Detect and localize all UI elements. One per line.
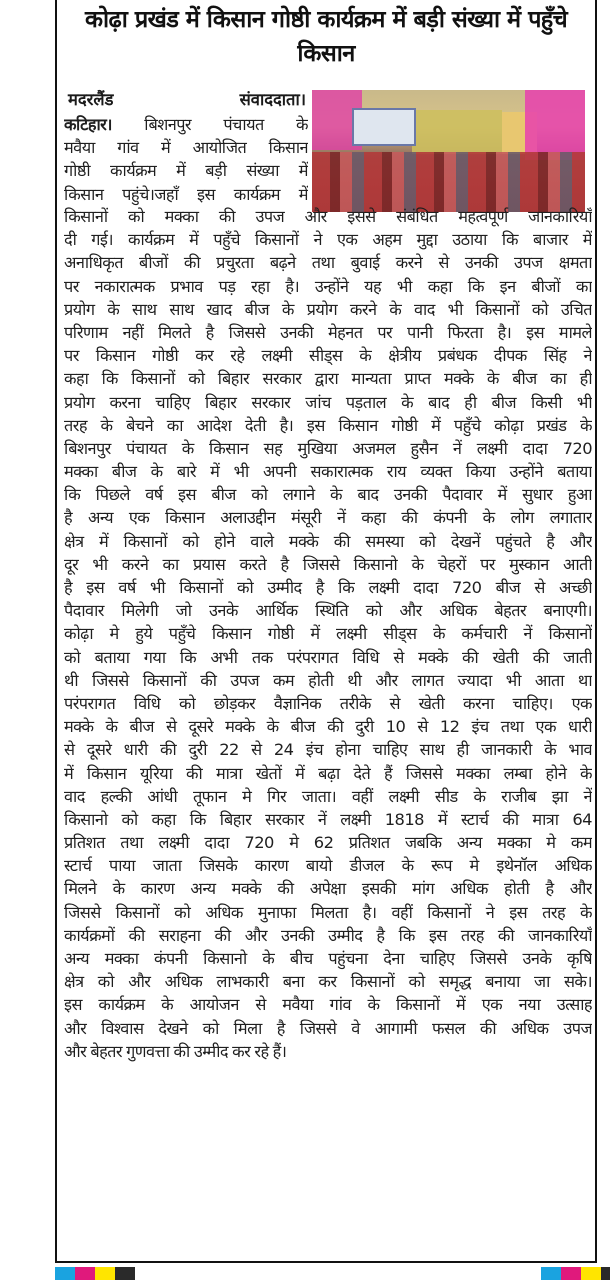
- body-line: में किसान यूरिया की मात्रा खेतों में बढ़ा देते हैं जिससे मक्का लम्बा होने के: [64, 763, 592, 783]
- body-line: प्रयोग के साथ साथ खाद बीज के प्रयोग करने के वाद भी किसानों को उचित: [64, 299, 592, 319]
- body-line: पर किसान गोष्ठी कर रहे लक्ष्मी सीड्स के क्षेत्रीय प्रबंधक दीपक सिंह ने: [64, 346, 592, 366]
- body-line: क्षेत्र को और अधिक लाभकारी बना कर किसानों को समृद्ध बनाया जा सके।: [64, 972, 592, 992]
- body-line: प्रयोग करना चाहिए बिहार सरकार जांच पड़ताल के बाद ही बीज किसी भी: [64, 392, 592, 412]
- body-line: मक्के के बीज से दूसरे मक्के के बीज की दुरी 10 से 12 इंच तथा एक धारी: [64, 717, 592, 737]
- body-line: अन्य मक्का कंपनी किसानो के बीच पहुंचना देना चाहिए जिससे उनके कृषि: [64, 949, 592, 968]
- registration-mark-yellow: [95, 1267, 115, 1280]
- lead-text: बिशनपुर पंचायत के: [144, 115, 308, 134]
- body-line: कहा कि किसानों को बिहार सरकार द्वारा मान्यता प्राप्त मक्के के बीज का ही: [64, 369, 592, 389]
- body-line: है इस वर्ष भी किसानों को उम्मीद है कि लक्ष्मी दादा 720 बीज से अच्छी: [64, 578, 592, 597]
- body-line: अनाधिकृत बीजों की प्रचुरता बढ़ने तथा बुवाई करने से उनकी उपज क्षमता: [64, 253, 592, 273]
- body-line: पैदावार मिलेगी जो उनके आर्थिक स्थिति को और अधिक बेहतर बनाएगी।: [64, 601, 592, 621]
- body-line: को बताया गया कि अभी तक परंपरागत विधि से मक्के की खेती की जाती: [64, 647, 592, 667]
- registration-mark-black: [115, 1267, 135, 1280]
- lead-line: मवैया गांव में आयोजित किसान: [64, 138, 308, 158]
- body-line: और विश्वास देखने को मिला है जिससे वे आगामी फसल की अधिक उपज: [64, 1018, 592, 1038]
- body-line: दूर भी करने का प्रयास करते है जिससे किसानो के चेहरों पर मुस्कान आती: [64, 554, 592, 574]
- article-lead: [64, 113, 308, 206]
- body-line: परिणाम नहीं मिलते है जिससे उनकी मेहनत पर पानी फिरता है। इस मामले: [64, 322, 592, 342]
- photo-stage: [412, 110, 502, 154]
- article-body: [64, 205, 592, 1063]
- registration-mark-cyan: [541, 1267, 561, 1280]
- body-line: कार्यक्रमों की सराहना की और उनकी उम्मीद है कि इस तरह की जानकारियाँ: [64, 925, 592, 945]
- body-line: है अन्य एक किसान अलाउद्दीन मंसूरी नें कहा की कंपनी के लोग लगातार: [64, 508, 592, 528]
- byline: [68, 88, 306, 112]
- body-line: तरह के बेचने का आदेश देती है। इस किसान गोष्ठी में पहुँचे कोढ़ा प्रखंड के: [64, 415, 592, 435]
- body-line: स्टार्च पाया जाता जिसके कारण बायो डीजल के रूप मे इथेनॉल अधिक: [64, 856, 592, 876]
- body-line: परंपरागत विधि को छोड़कर वैज्ञानिक तरीके से खेती करना चाहिए। एक: [64, 693, 592, 713]
- body-line: किसानो को कहा कि बिहार सरकार नें लक्ष्मी 1818 में स्टार्च की मात्रा 64: [64, 809, 592, 829]
- registration-mark-cyan: [55, 1267, 75, 1280]
- body-line: थी जिससे किसानों की उपज कम होती थी और लागत ज्यादा भी आता था: [64, 670, 592, 690]
- body-line: प्रतिशत तथा लक्ष्मी दादा 720 मे 62 प्रतिशत जबकि अन्य मक्का मे कम: [64, 833, 592, 853]
- byline-publication: मदरलैंड: [68, 90, 114, 109]
- photo-audience: [312, 152, 585, 212]
- body-line: किसानों को मक्का की उपज और इससे संबंधित महत्वपूर्ण जानकारियाँ: [64, 207, 592, 226]
- registration-mark-magenta: [561, 1267, 581, 1280]
- lead-line: किसान पहुंचे।जहाँ इस कार्यक्रम में: [64, 184, 308, 204]
- event-photo: [312, 90, 585, 212]
- body-line: क्षेत्र में किसानों को होने वाले मक्के की समस्या को देखनें पहुंचते है और: [64, 531, 592, 551]
- body-line: मिलने के कारण अन्य मक्के की अपेक्षा इसकी मांग अधिक होती है और: [64, 879, 592, 899]
- body-line: दी गई। कार्यक्रम में पहुँचे किसानों ने एक अहम मुद्दा उठाया कि बाजार में: [64, 230, 592, 250]
- body-line: कि पिछले वर्ष इस बीज को लगाने के बाद उनकी पैदावार में सुधार हुआ: [64, 485, 592, 505]
- lead-line: [64, 113, 308, 136]
- byline-correspondent: संवाददाता।: [239, 90, 306, 109]
- body-line: से दूसरे धारी की दुरी 22 से 24 इंच होना चाहिए साथ ही जानकारी के भाव: [64, 740, 592, 760]
- registration-mark-black: [601, 1267, 610, 1280]
- photo-tent-decoration-right: [525, 90, 585, 160]
- body-line: मक्का बीज के बारे में भी अपनी सकारात्मक राय व्यक्त किया उन्होंने बताया: [64, 462, 592, 482]
- registration-mark-magenta: [75, 1267, 95, 1280]
- body-line: जिससे किसानों को अधिक मुनाफा मिलता है। वहीं किसानों ने इस तरह के: [64, 902, 592, 922]
- body-line: कोढ़ा मे हुये पहुँचे किसान गोष्ठी में लक्ष्मी सीड्स के कर्मचारी नें किसानों: [64, 624, 592, 644]
- registration-mark-yellow: [581, 1267, 601, 1280]
- headline: कोढ़ा प्रखंड में किसान गोष्ठी कार्यक्रम में बड़ी संख्या में पहुँचे किसान: [84, 5, 568, 67]
- dateline: कटिहार।: [64, 115, 112, 134]
- body-line: पर नकारात्मक प्रभाव पड़ रहा है। उन्होंने यह भी कहा कि इन बीजों का: [64, 276, 592, 296]
- body-line: और बेहतर गुणवत्ता की उम्मीद कर रहे हैं।: [64, 1041, 287, 1061]
- body-line: इस कार्यक्रम के आयोजन से मवैया गांव के किसानों में एक नया उत्साह: [64, 995, 592, 1015]
- lead-line: गोष्ठी कार्यक्रम में बड़ी संख्या में: [64, 161, 308, 181]
- body-line: वाद हल्की आंधी तूफान मे गिर जाता। वहीं लक्ष्मी सीड के राजीब झा नें: [64, 786, 592, 806]
- photo-banner: [352, 108, 416, 146]
- body-line: बिशनपुर पंचायत के किसान सह मुखिया अजमल हुसैन नें लक्ष्मी दादा 720: [64, 438, 592, 458]
